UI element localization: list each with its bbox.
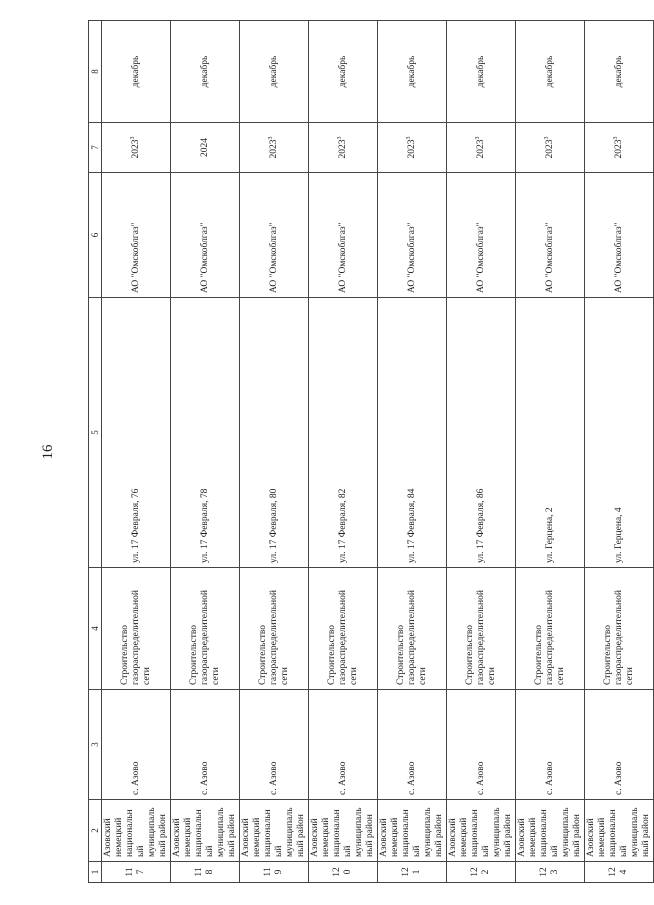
organization-cell: АО "Омскоблгаз" [447, 173, 516, 298]
month-cell: декабрь [585, 21, 654, 123]
district-cell: Азовский немецкий национальный муниципальный район [378, 800, 447, 862]
row-number: 122 [447, 862, 516, 883]
footnote-mark: 3 [612, 136, 619, 140]
address-cell: ул. Герцена, 2 [516, 298, 585, 568]
organization-cell: АО "Омскоблгаз" [585, 173, 654, 298]
column-header: 3 [89, 690, 102, 800]
organization-cell: АО "Омскоблгаз" [516, 173, 585, 298]
column-header: 4 [89, 568, 102, 690]
settlement-cell: с. Азово [516, 690, 585, 800]
district-cell: Азовский немецкий национальный муниципальный район [309, 800, 378, 862]
settlement-cell: с. Азово [171, 690, 240, 800]
table-container [88, 21, 651, 883]
district-cell: Азовский немецкий национальный муниципальный район [102, 800, 171, 862]
settlement-cell: с. Азово [102, 690, 171, 800]
work-type-cell: Строительство газораспределительной сети [171, 568, 240, 690]
address-cell: ул. 17 Февраля, 86 [447, 298, 516, 568]
page-number: 16 [40, 444, 56, 460]
column-header: 7 [89, 123, 102, 173]
row-number: 124 [585, 862, 654, 883]
table-row [171, 21, 240, 883]
settlement-cell: с. Азово [378, 690, 447, 800]
work-type-cell: Строительство газораспределительной сети [447, 568, 516, 690]
district-cell: Азовский немецкий национальный муниципальный район [516, 800, 585, 862]
district-cell: Азовский немецкий национальный муниципальный район [171, 800, 240, 862]
table-row [516, 21, 585, 883]
column-header: 6 [89, 173, 102, 298]
table-row [240, 21, 309, 883]
works-table [88, 20, 654, 883]
organization-cell: АО "Омскоблгаз" [378, 173, 447, 298]
work-type-cell: Строительство газораспределительной сети [240, 568, 309, 690]
table-row [585, 21, 654, 883]
year-value: 2023 [406, 139, 417, 159]
work-type-cell: Строительство газораспределительной сети [378, 568, 447, 690]
district-cell: Азовский немецкий национальный муниципальный район [240, 800, 309, 862]
year-value: 2023 [268, 139, 279, 159]
address-cell: ул. 17 Февраля, 80 [240, 298, 309, 568]
row-number: 121 [378, 862, 447, 883]
month-cell: декабрь [378, 21, 447, 123]
row-number: 117 [102, 862, 171, 883]
organization-cell: АО "Омскоблгаз" [171, 173, 240, 298]
table-row [309, 21, 378, 883]
address-cell: ул. 17 Февраля, 78 [171, 298, 240, 568]
footnote-mark: 3 [267, 136, 274, 140]
organization-cell: АО "Омскоблгаз" [309, 173, 378, 298]
footnote-mark: 3 [405, 136, 412, 140]
table-row [378, 21, 447, 883]
settlement-cell: с. Азово [309, 690, 378, 800]
settlement-cell: с. Азово [447, 690, 516, 800]
footnote-mark: 3 [474, 136, 481, 140]
table-row [102, 21, 171, 883]
year-cell [309, 123, 378, 173]
year-cell [585, 123, 654, 173]
footnote-mark: 3 [543, 136, 550, 140]
month-cell: декабрь [102, 21, 171, 123]
year-value: 2023 [613, 139, 624, 159]
work-type-cell: Строительство газораспределительной сети [585, 568, 654, 690]
year-cell [240, 123, 309, 173]
table-body [89, 21, 654, 883]
year-value: 2023 [544, 139, 555, 159]
district-cell: Азовский немецкий национальный муниципальный район [585, 800, 654, 862]
row-number: 119 [240, 862, 309, 883]
work-type-cell: Строительство газораспределительной сети [102, 568, 171, 690]
header-row [89, 21, 102, 883]
footnote-mark: 3 [129, 136, 136, 140]
month-cell: декабрь [171, 21, 240, 123]
month-cell: декабрь [240, 21, 309, 123]
year-cell [102, 123, 171, 173]
work-type-cell: Строительство газораспределительной сети [516, 568, 585, 690]
month-cell: декабрь [309, 21, 378, 123]
address-cell: ул. 17 Февраля, 84 [378, 298, 447, 568]
row-number: 118 [171, 862, 240, 883]
column-header: 1 [89, 862, 102, 883]
column-header: 8 [89, 21, 102, 123]
year-cell [447, 123, 516, 173]
year-cell [378, 123, 447, 173]
month-cell: декабрь [447, 21, 516, 123]
year-value: 2024 [199, 138, 210, 157]
address-cell: ул. 17 Февраля, 76 [102, 298, 171, 568]
year-value: 2023 [130, 139, 141, 159]
column-header: 5 [89, 298, 102, 568]
settlement-cell: с. Азово [240, 690, 309, 800]
table-row [447, 21, 516, 883]
month-cell: декабрь [516, 21, 585, 123]
column-header: 2 [89, 800, 102, 862]
organization-cell: АО "Омскоблгаз" [102, 173, 171, 298]
year-value: 2023 [337, 139, 348, 159]
row-number: 123 [516, 862, 585, 883]
year-cell [516, 123, 585, 173]
year-cell [171, 123, 240, 173]
settlement-cell: с. Азово [585, 690, 654, 800]
footnote-mark: 3 [336, 136, 343, 140]
organization-cell: АО "Омскоблгаз" [240, 173, 309, 298]
address-cell: ул. Герцена, 4 [585, 298, 654, 568]
address-cell: ул. 17 Февраля, 82 [309, 298, 378, 568]
work-type-cell: Строительство газораспределительной сети [309, 568, 378, 690]
district-cell: Азовский немецкий национальный муниципальный район [447, 800, 516, 862]
row-number: 120 [309, 862, 378, 883]
year-value: 2023 [475, 139, 486, 159]
